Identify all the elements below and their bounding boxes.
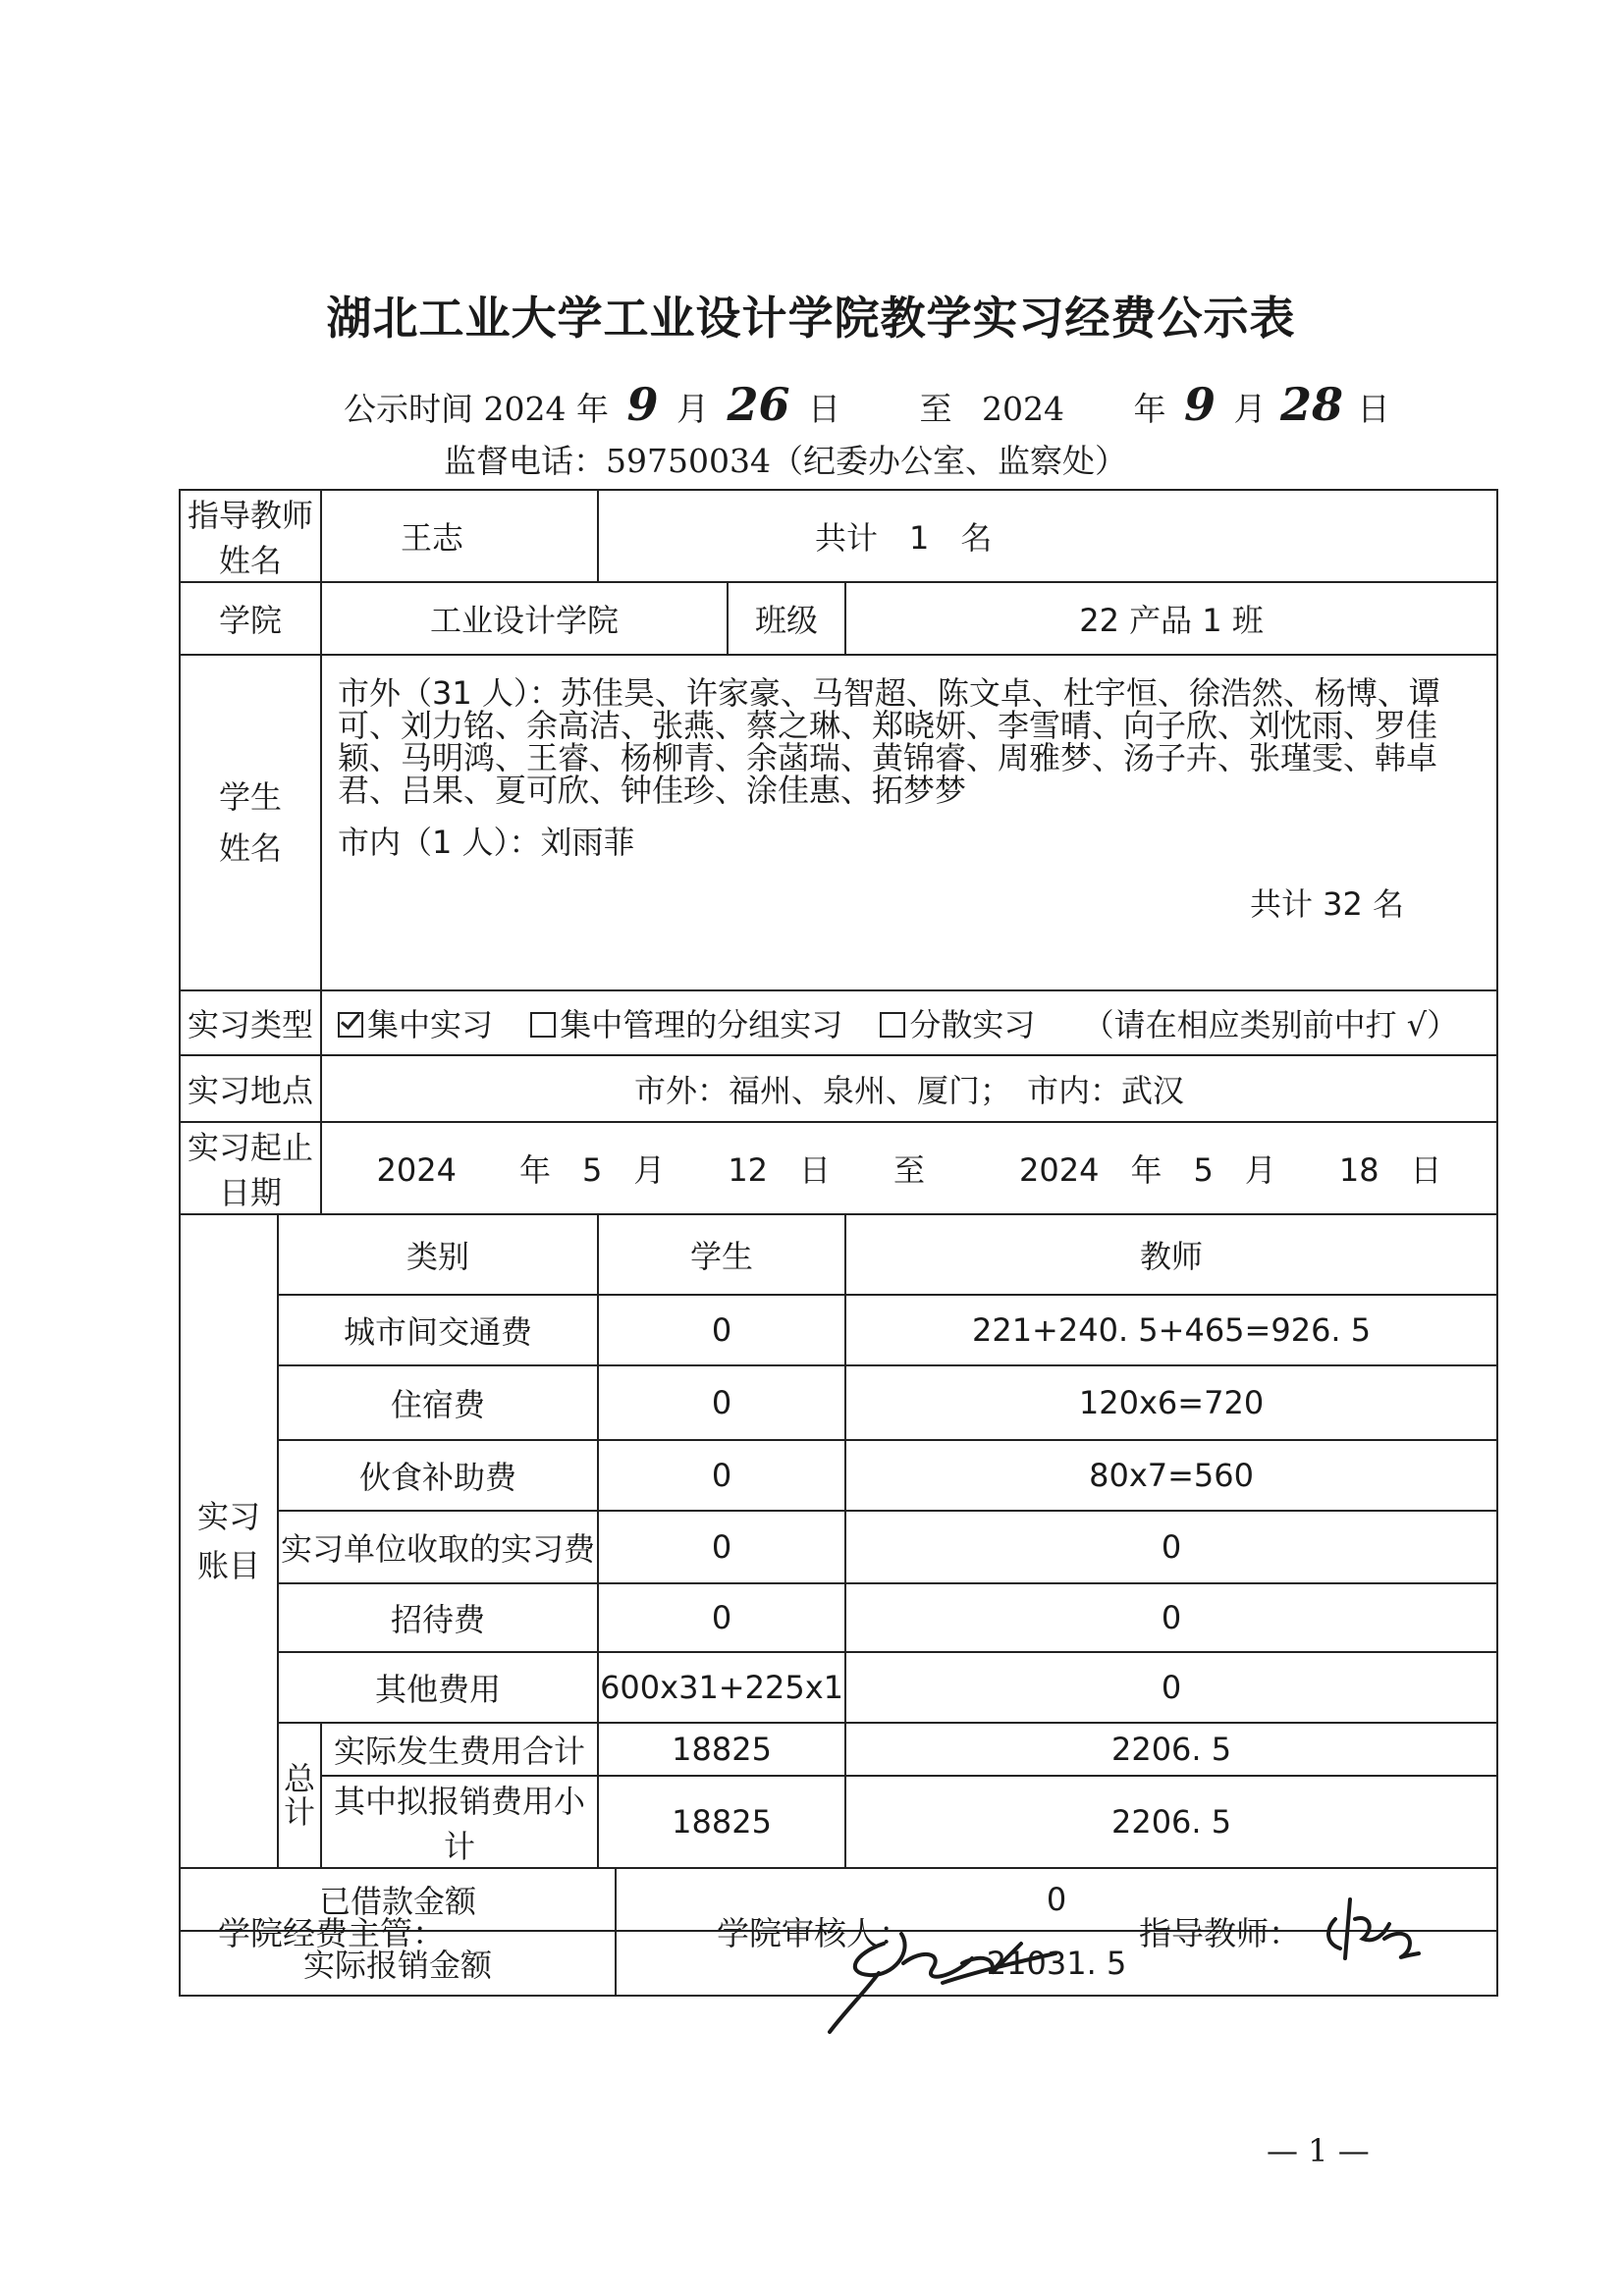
class-label: 班级	[728, 582, 845, 655]
teacher-cell: 0	[845, 1583, 1497, 1652]
checkbox-icon	[880, 1012, 905, 1038]
class-value: 22 产品 1 班	[845, 582, 1497, 655]
students-label: 学生 姓名	[180, 655, 321, 990]
instructor-signature	[1316, 1890, 1424, 1973]
handwritten-day-end: 28	[1280, 378, 1344, 431]
teacher-row	[180, 490, 1497, 582]
category-cell: 其他费用	[278, 1652, 598, 1723]
students-outside-line: 可、刘力铭、余高洁、张燕、蔡之琳、郑晓妍、李雪晴、向子欣、刘忱雨、罗佳	[338, 707, 1438, 744]
student-cell: 18825	[598, 1723, 845, 1776]
student-cell: 0	[598, 1365, 845, 1440]
checked-box-icon	[338, 1012, 363, 1038]
location-row	[180, 1055, 1497, 1122]
table-row	[180, 1295, 1497, 1365]
reimbursement-label: 实际报销金额	[180, 1931, 616, 1996]
students-inside: 市内（1 人）：刘雨菲	[338, 824, 635, 861]
reviewer-signature	[825, 1904, 1060, 2037]
type-option-dispersed[interactable]: 分散实习	[880, 1006, 1035, 1043]
teacher-name: 王志	[321, 490, 598, 582]
category-cell: 其中拟报销费用小计	[321, 1776, 598, 1868]
category-cell: 实习单位收取的实习费	[278, 1511, 598, 1583]
total-label: 总 计	[278, 1723, 321, 1868]
student-cell: 0	[598, 1583, 845, 1652]
students-outside-line: 君、吕果、夏可欣、钟佳珍、涂佳惠、拓梦梦	[338, 772, 967, 809]
student-cell: 18825	[598, 1776, 845, 1868]
internship-type-row	[180, 990, 1497, 1055]
handwritten-day-start: 26	[727, 378, 790, 431]
teacher-cell: 120x6=720	[845, 1365, 1497, 1440]
finance-manager-label: 学院经费主管：	[218, 1914, 445, 1952]
teacher-cell: 0	[845, 1652, 1497, 1723]
table-row	[180, 1583, 1497, 1652]
header-student: 学生	[598, 1214, 845, 1295]
category-cell: 实际发生费用合计	[321, 1723, 598, 1776]
location-label: 实习地点	[180, 1055, 321, 1122]
dates-label: 实习起止日期	[180, 1122, 321, 1214]
category-cell: 住宿费	[278, 1365, 598, 1440]
teacher-cell: 2206. 5	[845, 1723, 1497, 1776]
students-outside-line: 颖、马明鸿、王睿、杨柳青、余菡瑞、黄锦睿、周雅梦、汤子卉、张瑾雯、韩卓	[338, 739, 1438, 776]
accounts-header-row	[180, 1214, 1497, 1295]
dates-row	[180, 1122, 1497, 1214]
borrowed-value: 0	[616, 1868, 1497, 1931]
teacher-label: 指导教师姓名	[180, 490, 321, 582]
instructor-label: 指导教师：	[1139, 1914, 1301, 1952]
teacher-count: 共计 1 名	[598, 490, 1497, 582]
expense-table	[179, 489, 1498, 1997]
table-row	[180, 1511, 1497, 1583]
teacher-cell: 0	[845, 1511, 1497, 1583]
college-label: 学院	[180, 582, 321, 655]
teacher-cell: 221+240. 5+465=926. 5	[845, 1295, 1497, 1365]
borrowed-label: 已借款金额	[180, 1868, 616, 1931]
internship-type-options	[321, 990, 1497, 1055]
students-row	[180, 655, 1497, 990]
table-row	[180, 1652, 1497, 1723]
total-row	[180, 1723, 1497, 1776]
student-cell: 0	[598, 1440, 845, 1511]
category-cell: 城市间交通费	[278, 1295, 598, 1365]
student-cell: 0	[598, 1511, 845, 1583]
handwritten-month-end: 9	[1184, 378, 1216, 431]
accounts-label: 实习 账目	[180, 1214, 278, 1868]
category-cell: 伙食补助费	[278, 1440, 598, 1511]
publicity-period: 公示时间 2024 年 9 月 26 日 至 2024 年 9 月 28 日	[344, 378, 1390, 431]
supervision-phone: 监督电话：59750034（纪委办公室、监察处）	[444, 442, 1127, 480]
college-row	[180, 582, 1497, 655]
handwritten-month-start: 9	[626, 378, 659, 431]
location-value: 市外：福州、泉州、厦门； 市内：武汉	[321, 1055, 1497, 1122]
dates-value: 2024 年 5 月 12 日 至 2024 年 5 月 18 日	[321, 1122, 1497, 1214]
checkbox-icon	[530, 1012, 556, 1038]
page-number: — 1 —	[1267, 2132, 1370, 2169]
students-list	[321, 655, 1497, 990]
students-total: 共计 32 名	[1249, 885, 1405, 923]
students-outside-line: 市外（31 人）：苏佳昊、许家豪、马智超、陈文卓、杜宇恒、徐浩然、杨博、谭	[338, 674, 1440, 712]
page-title: 湖北工业大学工业设计学院教学实习经费公示表	[326, 292, 1296, 345]
header-category: 类别	[278, 1214, 598, 1295]
type-note: （请在相应类别前中打 √）	[1082, 1006, 1459, 1043]
student-cell: 0	[598, 1295, 845, 1365]
header-teacher: 教师	[845, 1214, 1497, 1295]
type-option-group[interactable]: 集中管理的分组实习	[530, 1006, 842, 1043]
student-cell: 600x31+225x1	[598, 1652, 845, 1723]
teacher-cell: 2206. 5	[845, 1776, 1497, 1868]
publicity-label: 公示时间	[344, 390, 473, 428]
type-option-centralized[interactable]: 集中实习	[338, 1006, 493, 1043]
category-cell: 招待费	[278, 1583, 598, 1652]
total-row	[180, 1776, 1497, 1868]
reimbursement-value: 21031. 5	[616, 1931, 1497, 1996]
college-value: 工业设计学院	[321, 582, 728, 655]
teacher-cell: 80x7=560	[845, 1440, 1497, 1511]
reviewer-label: 学院审核人：	[717, 1914, 911, 1952]
table-row	[180, 1440, 1497, 1511]
internship-type-label: 实习类型	[180, 990, 321, 1055]
table-row	[180, 1365, 1497, 1440]
